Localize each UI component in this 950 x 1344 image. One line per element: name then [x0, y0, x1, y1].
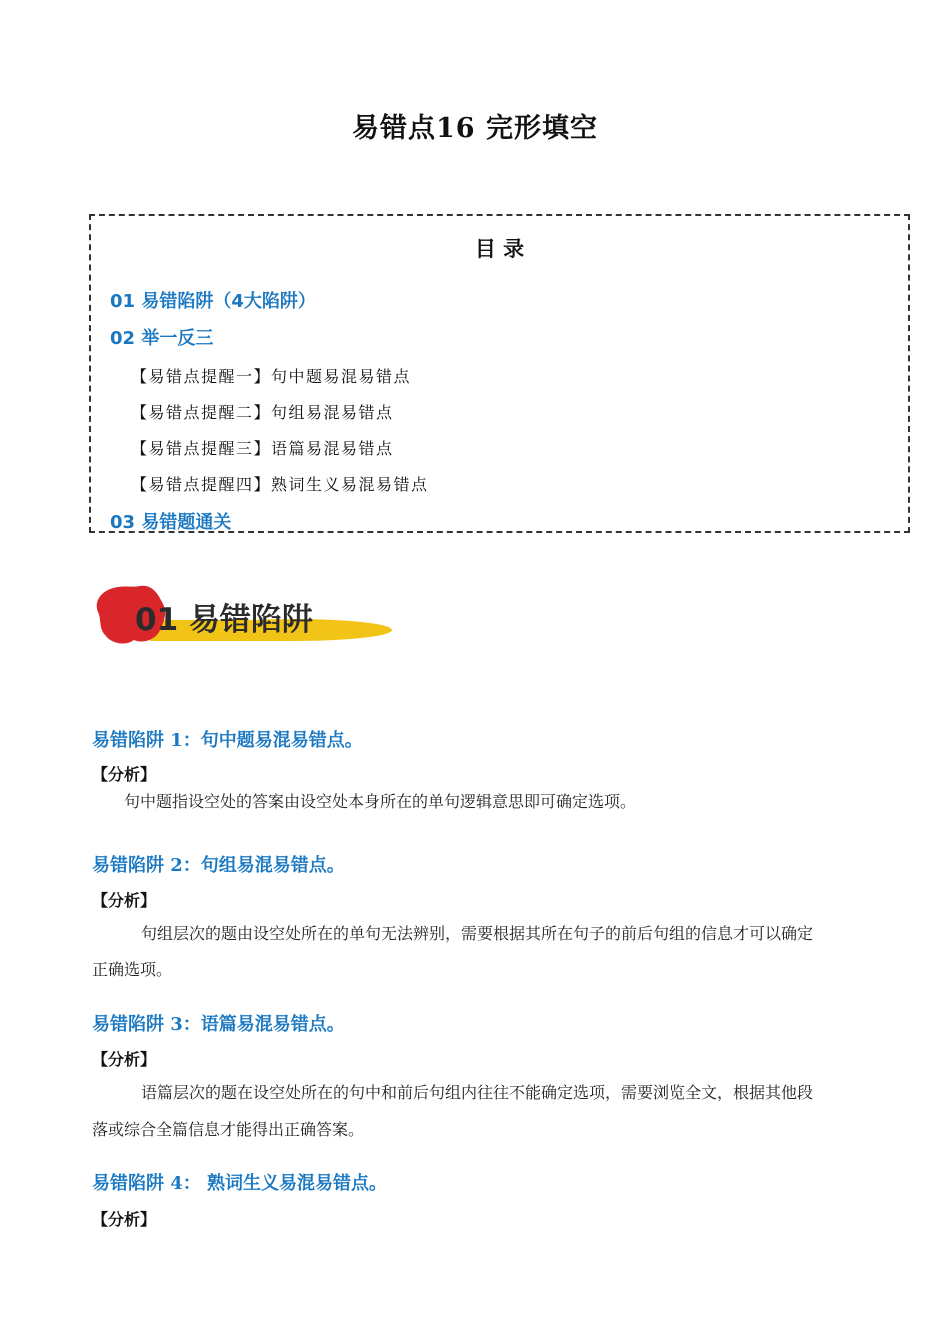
banner-label: [135, 594, 313, 639]
toc-subitem-2[interactable]: 【易错点提醒二】句组易混易错点: [131, 403, 394, 422]
trap-title-4: 易错陷阱 4： 熟词生义易混易错点。: [92, 1173, 388, 1194]
analysis-text-3-line-1: 语篇层次的题在设空处所在的句中和前后句组内往往不能确定选项，需要浏览全文，根据其他段: [141, 1083, 814, 1102]
trap-title-1: 易错陷阱 1：句中题易混易错点。: [92, 730, 363, 751]
trap-title-2: 易错陷阱 2：句组易混易错点。: [92, 855, 345, 876]
table-of-contents: [89, 214, 910, 533]
analysis-text-2-line-2: 正确选项。: [92, 960, 173, 979]
analysis-label-2: 【分析】: [92, 891, 157, 910]
analysis-label-4: 【分析】: [92, 1210, 157, 1229]
analysis-text-1-line-1: 句中题指设空处的答案由设空处本身所在的单句逻辑意思即可确定选项。: [124, 792, 637, 811]
analysis-text-3-line-2: 落或综合全篇信息才能得出正确答案。: [92, 1120, 365, 1139]
analysis-text-2-line-1: 句组层次的题由设空处所在的单句无法辨别，需要根据其所在句子的前后句组的信息才可以确定: [141, 924, 814, 943]
section-banner: [90, 582, 395, 652]
toc-subitem-3[interactable]: 【易错点提醒三】语篇易混易错点: [131, 439, 394, 458]
toc-section-02[interactable]: 02 举一反三: [110, 328, 214, 349]
toc-section-01[interactable]: 01 易错陷阱（4大陷阱）: [110, 291, 316, 312]
banner-number: 01: [135, 602, 179, 638]
toc-section-03[interactable]: 03 易错题通关: [110, 512, 232, 533]
toc-heading: 目 录: [474, 237, 525, 261]
page-title: 易错点16 完形填空: [352, 113, 598, 144]
analysis-label-1: 【分析】: [92, 765, 157, 784]
trap-title-3: 易错陷阱 3：语篇易混易错点。: [92, 1014, 345, 1035]
analysis-label-3: 【分析】: [92, 1050, 157, 1069]
banner-text: 易错陷阱: [188, 602, 313, 638]
toc-subitem-1[interactable]: 【易错点提醒一】句中题易混易错点: [131, 367, 412, 386]
toc-subitem-4[interactable]: 【易错点提醒四】熟词生义易混易错点: [131, 475, 429, 494]
